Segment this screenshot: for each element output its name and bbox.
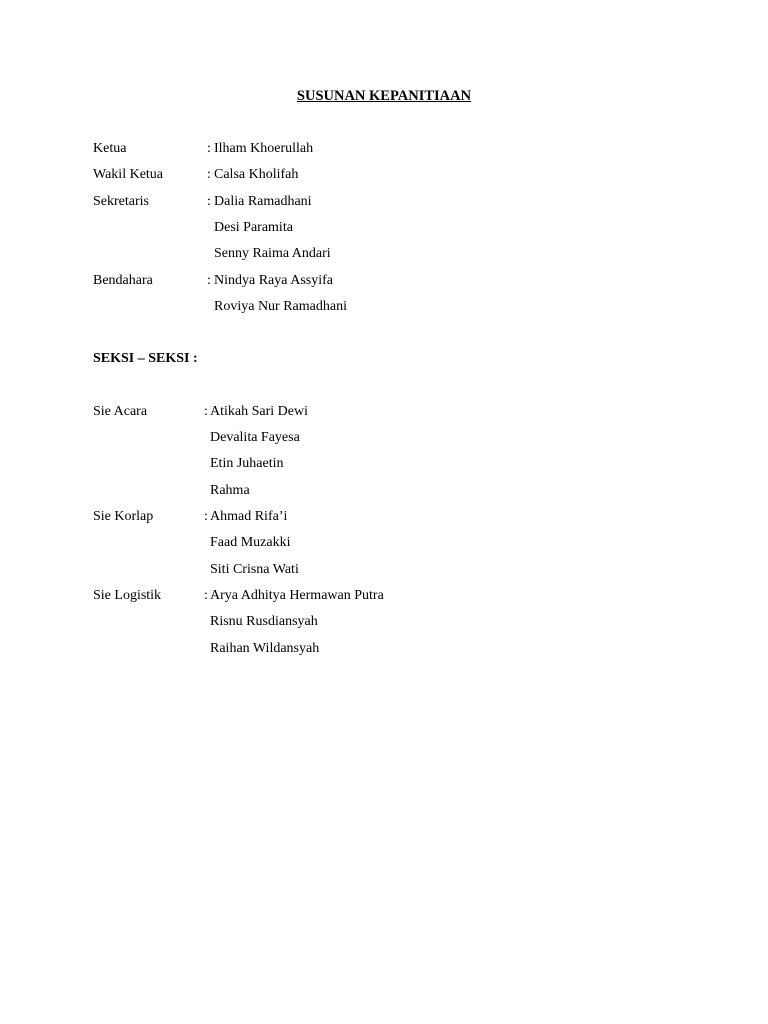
colon-separator: : bbox=[207, 273, 211, 288]
member-name: Desi Paramita bbox=[214, 220, 293, 235]
member-name: Risnu Rusdiansyah bbox=[210, 614, 318, 629]
colon-separator: : bbox=[204, 509, 208, 524]
member-name: Raihan Wildansyah bbox=[210, 641, 320, 656]
member-name: Ilham Khoerullah bbox=[214, 141, 314, 156]
sections-heading: SEKSI – SEKSI : bbox=[93, 351, 198, 366]
member-name: Ahmad Rifa’i bbox=[210, 509, 288, 524]
member-name: Devalita Fayesa bbox=[210, 430, 300, 445]
section-label: Sie Logistik bbox=[93, 588, 162, 603]
member-name: Senny Raima Andari bbox=[214, 246, 331, 261]
member-name: Faad Muzakki bbox=[210, 535, 291, 550]
role-label: Sekretaris bbox=[93, 194, 149, 209]
member-name: Calsa Kholifah bbox=[214, 167, 299, 182]
section-label: Sie Acara bbox=[93, 404, 148, 419]
member-name: Arya Adhitya Hermawan Putra bbox=[210, 588, 384, 603]
section-label: Sie Korlap bbox=[93, 509, 154, 524]
role-label: Bendahara bbox=[93, 273, 153, 288]
colon-separator: : bbox=[207, 141, 211, 156]
role-label: Ketua bbox=[93, 141, 127, 156]
document-title: SUSUNAN KEPANITIAAN bbox=[296, 88, 472, 104]
member-name: Dalia Ramadhani bbox=[214, 194, 312, 209]
member-name: Roviya Nur Ramadhani bbox=[214, 299, 347, 314]
role-label: Wakil Ketua bbox=[93, 167, 164, 182]
member-name: Atikah Sari Dewi bbox=[210, 404, 308, 419]
member-name: Nindya Raya Assyifa bbox=[214, 273, 333, 288]
member-name: Etin Juhaetin bbox=[210, 456, 284, 471]
colon-separator: : bbox=[207, 194, 211, 209]
member-name: Rahma bbox=[210, 483, 250, 498]
colon-separator: : bbox=[207, 167, 211, 182]
member-name: Siti Crisna Wati bbox=[210, 562, 299, 577]
colon-separator: : bbox=[204, 404, 208, 419]
colon-separator: : bbox=[204, 588, 208, 603]
